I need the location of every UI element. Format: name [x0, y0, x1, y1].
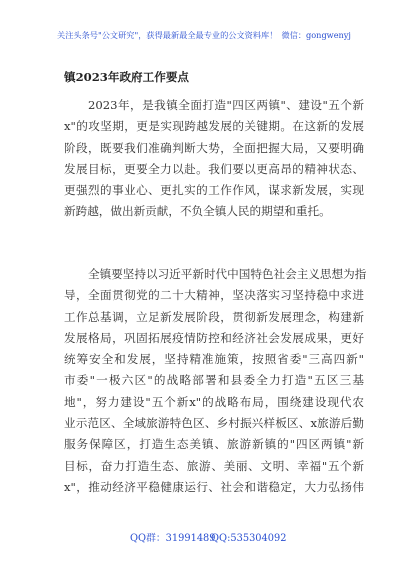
document-title: 镇2023年政府工作要点 [64, 70, 190, 84]
paragraph-line: 阶段，既要我们准确判断大势，全面把握大局，又要明确 [64, 140, 364, 155]
qq-contact-number: QQ:535304092 [211, 533, 287, 544]
qq-group-number: QQ群：31991489 [130, 533, 216, 544]
paragraph-line: 更强烈的事业心、更扎实的工作作风，谋求新发展，实现 [64, 183, 364, 198]
paragraph-line: x"，推动经济平稳健康运行、社会和谐稳定，大力弘扬伟 [64, 479, 364, 494]
paragraph-line: 2023年，是我镇全面打造"四区两镇"、建设"五个新 [88, 98, 364, 112]
paragraph-line: 新跨越，做出新贡献，不负全镇人民的期望和重托。 [64, 204, 331, 219]
paragraph-line: 市委"一极六区"的战略部署和县委全力打造"五区三基 [64, 373, 364, 388]
paragraph-line: 目标，奋力打造生态、旅游、美丽、文明、幸福"五个新 [64, 458, 364, 473]
header-banner [0, 30, 408, 41]
paragraph-line: x"的攻坚期，更是实现跨越发展的关键期。在这新的发展 [64, 119, 364, 134]
paragraph-line: 发展目标，更要全力以赴。我们要以更高昂的精神状态、 [64, 161, 364, 176]
footer-bar [0, 532, 408, 546]
paragraph-line: 全镇要坚持以习近平新时代中国特色社会主义思想为指 [88, 267, 367, 281]
paragraph-line: 业示范区、全域旅游特色区、乡村振兴样板区、x旅游后勤 [64, 416, 364, 431]
paragraph-line: 工作总基调，立足新发展阶段，贯彻新发展理念，构建新 [64, 309, 364, 324]
paragraph-2 [64, 264, 367, 498]
paragraph-line: 统筹安全和发展，坚持精准施策，按照省委"三高四新" [64, 352, 364, 367]
paragraph-line: 导，全面贯彻党的二十大精神，坚决落实习坚持稳中求进 [64, 288, 364, 303]
paragraph-line: 地"，努力建设"五个新x"的战略布局，围绕建设现代农 [64, 394, 364, 409]
paragraph-line: 服务保障区，打造生态美镇、旅游新镇的"四区两镇"新 [64, 437, 364, 452]
paragraph-1 [64, 95, 364, 223]
wechat-id-text: 微信：gongwenyj [281, 30, 351, 40]
paragraph-line: 发展格局，巩固拓展疫情防控和经济社会发展成果，更好 [64, 330, 364, 345]
promo-text: 关注头条号"公文研究"，获得最新最全最专业的公文资料库！ [57, 30, 278, 40]
